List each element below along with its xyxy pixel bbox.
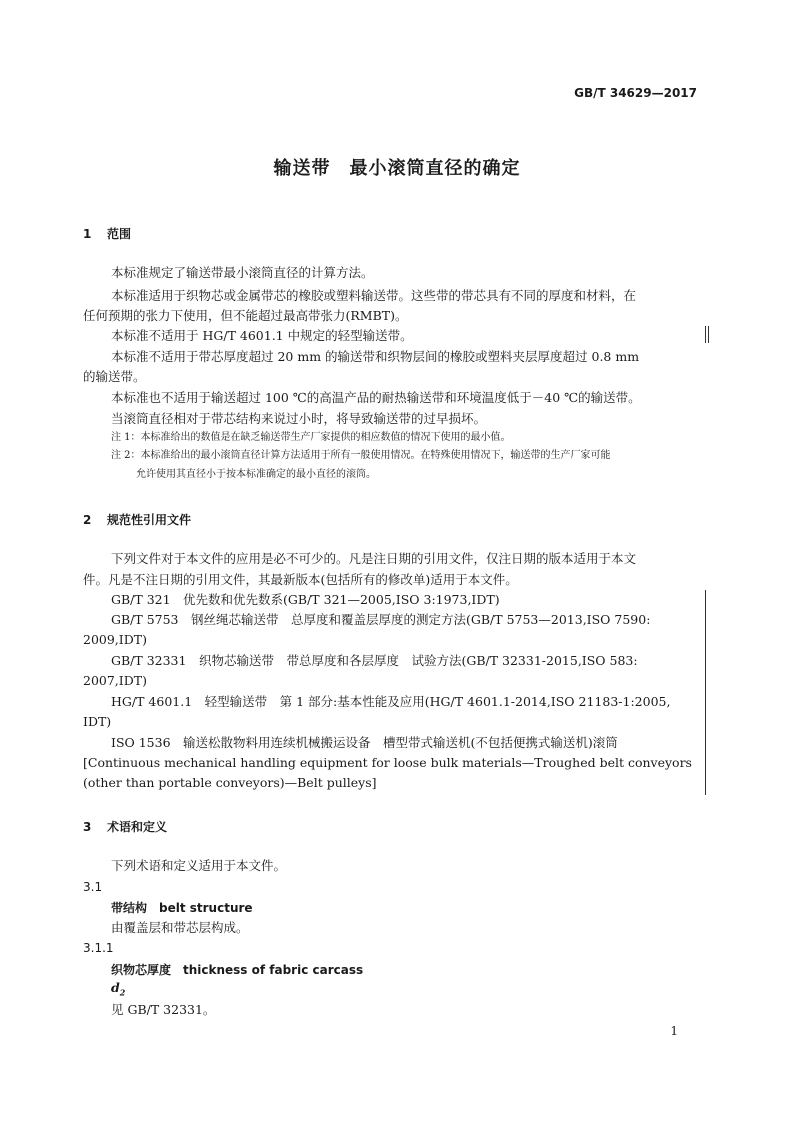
paragraph: 本标准不适用于 HG/T 4601.1 中规定的轻型输送带。 [111,328,413,343]
section-number: 1 [83,227,92,241]
page-number: 1 [670,1024,678,1038]
section-number: 2 [83,513,92,527]
section-title: 术语和定义 [107,820,168,834]
reference-item: 2007,IDT) [83,673,147,688]
term-number: 3.1 [83,880,103,894]
section-2-heading [83,511,191,528]
paragraph: 本标准不适用于带芯厚度超过 20 mm 的输送带和织物层间的橡胶或塑料夹层厚度超过 0.8 mm [111,349,640,364]
note: 注 2：本标准给出的最小滚筒直径计算方法适用于所有一般使用情况。在特殊使用情况下，输送带的生产厂家可能 [111,450,611,461]
paragraph: 的输送带。 [83,369,146,384]
paragraph: 下列术语和定义适用于本文件。 [111,858,287,873]
reference-item: HG/T 4601.1 轻型输送带 第 1 部分:基本性能及应用(HG/T 4601.1-2014,ISO 21183-1:2005, [111,694,671,709]
note: 注 1：本标准给出的数值是在缺乏输送带生产厂家提供的相应数值的情况下使用的最小值。 [111,432,511,443]
page-title: 输送带 最小滚筒直径的确定 [273,158,521,179]
paragraph: 本标准也不适用于输送超过 100 ℃的高温产品的耐热输送带和环境温度低于－40 ℃的输送带。 [111,390,641,405]
term-heading: 织物芯厚度 thickness of fabric carcass [111,963,364,977]
symbol-letter: d [111,980,120,995]
term-number: 3.1.1 [83,941,114,955]
paragraph: 本标准规定了输送带最小滚筒直径的计算方法。 [111,265,374,280]
reference-item: IDT) [83,714,112,729]
term-definition: 由覆盖层和带芯层构成。 [111,920,249,935]
reference-item: 2009,IDT) [83,632,147,647]
section-3-heading [83,818,167,835]
change-bar [705,326,706,343]
standard-code: GB/T 34629—2017 [574,86,697,100]
note: 允许使用其直径小于按本标准确定的最小直径的滚筒。 [136,469,376,480]
reference-item: (other than portable conveyors)—Belt pulleys] [83,775,377,790]
section-title: 范围 [107,227,132,241]
term-heading: 带结构 belt structure [111,901,253,915]
reference-item: ISO 1536 输送松散物料用连续机械搬运设备 槽型带式输送机(不包括便携式输送机)滚筒 [111,735,618,750]
term-definition: 见 GB/T 32331。 [111,1002,216,1017]
reference-item: GB/T 321 优先数和优先数系(GB/T 321—2005,ISO 3:1973,IDT) [111,592,500,607]
change-bar [708,326,709,343]
paragraph: 下列文件对于本文件的应用是必不可少的。凡是注日期的引用文件，仅注日期的版本适用于本文 [111,551,637,566]
reference-item: GB/T 5753 钢丝绳芯输送带 总厚度和覆盖层厚度的测定方法(GB/T 5753—2013,ISO 7590: [111,612,651,627]
paragraph: 当滚筒直径相对于带芯结构来说过小时，将导致输送带的过早损坏。 [111,411,487,426]
term-symbol [111,980,125,998]
paragraph: 任何预期的张力下使用，但不能超过最高带张力(RMBT)。 [83,308,408,323]
section-number: 3 [83,820,92,834]
reference-item: GB/T 32331 织物芯输送带 带总厚度和各层厚度 试验方法(GB/T 32331-2015,ISO 583: [111,653,638,668]
paragraph: 件。凡是不注日期的引用文件，其最新版本(包括所有的修改单)适用于本文件。 [83,572,518,587]
section-title: 规范性引用文件 [107,513,192,527]
section-1-heading [83,225,131,242]
change-bar [705,590,706,795]
reference-item: [Continuous mechanical handling equipment for loose bulk materials—Troughed belt conveyors [83,755,692,770]
paragraph: 本标准适用于织物芯或金属带芯的橡胶或塑料输送带。这些带的带芯具有不同的厚度和材料，在 [111,288,637,303]
symbol-subscript: 2 [119,987,126,998]
